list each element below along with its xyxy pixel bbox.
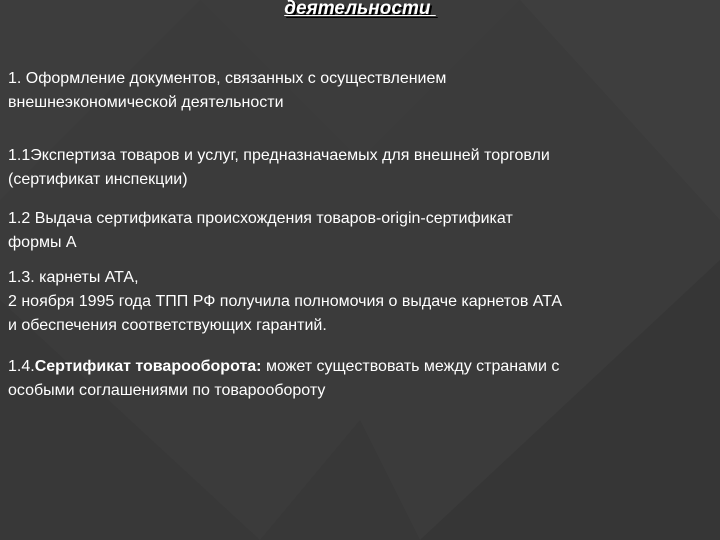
paragraph-1-2-line-1: 1.2 Выдача сертификата происхождения товаров-origin-сертификат [8,210,513,227]
paragraph-1-4 [8,355,708,403]
paragraph-1-3-line-2: 2 ноября 1995 года ТПП РФ получила полномочия о выдаче карнетов АТА [8,293,563,310]
paragraph-1-1 [8,144,708,192]
paragraph-1-2 [8,207,708,255]
paragraph-1-1-line-1: 1.1Экспертиза товаров и услуг, предназначаемых для внешней торговли [8,147,550,164]
slide-title: деятельности [284,0,436,19]
paragraph-1-line-2: внешнеэкономической деятельности [8,94,284,111]
paragraph-1-4-line-2: особыми соглашениями по товарообороту [8,382,326,399]
paragraph-1-line-1: 1. Оформление документов, связанных с осуществлением [8,70,447,87]
paragraph-1-2-line-2: формы А [8,234,77,251]
paragraph-1-4-line-1 [8,355,708,379]
paragraph-1-3-line-3: и обеспечения соответствующих гарантий. [8,317,327,334]
paragraph-1-4-rest: может существовать между странами с [261,358,560,375]
paragraph-1-1-line-2: (сертификат инспекции) [8,171,188,188]
paragraph-1-3 [8,266,708,338]
paragraph-1 [8,67,708,115]
paragraph-1-4-bold-term: Сертификат товарооборота: [34,358,262,375]
paragraph-1-4-prefix: 1.4. [8,358,35,375]
paragraph-1-3-line-1: 1.3. карнеты АТА, [8,269,139,286]
